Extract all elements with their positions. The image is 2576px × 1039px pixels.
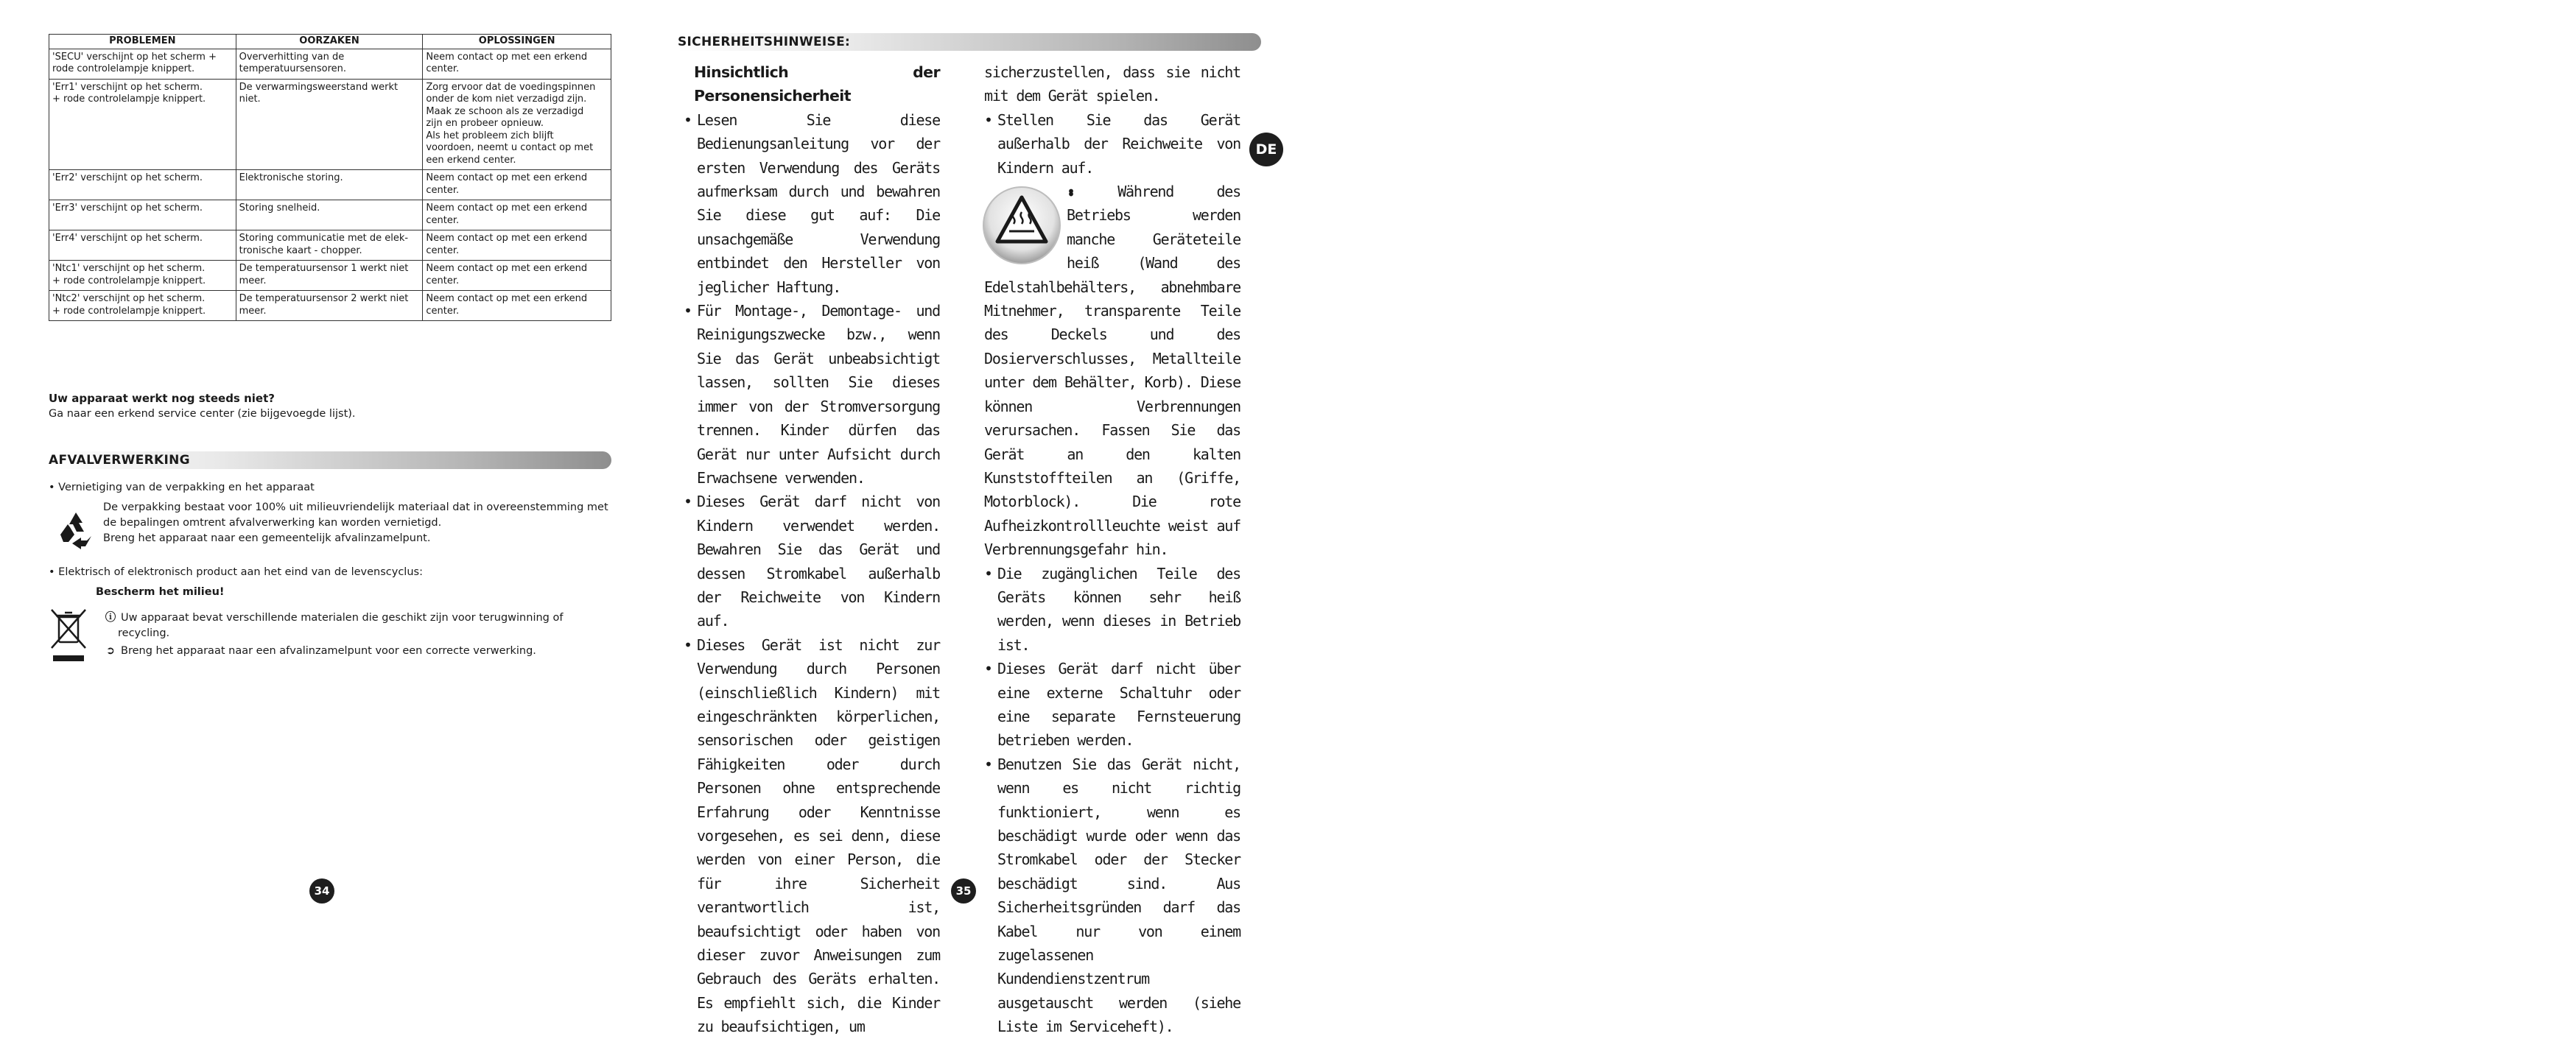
safety-item: • Benutzen Sie das Gerät nicht, wenn es nicht richtig funktioniert, wenn es beschädigt wurde oder wenn das Stromkabel oder der Stecker beschädigt sind. Aus Sicherheitsgründen darf das Kabel nur von einem zugelassenen Kundendienstzentrum ausgetauscht werden (siehe Liste im Serviceheft). <box>984 753 1240 1039</box>
problem-cell: 'Err3' verschijnt op het scherm. <box>49 200 236 230</box>
table-row <box>49 200 611 230</box>
cause-cell: De temperatuursensor 2 werkt niet meer. <box>236 291 423 321</box>
solution-cell: Neem contact op met een erkend center. <box>423 261 611 291</box>
safety-item: • Lesen Sie diese Bedienungsanleitung vor der ersten Verwendung des Geräts aufmerksam durch und bewahren Sie diese gut auf: Die unsachgemäße Verwendung entbindet den Hersteller von jeglicher Haftung. <box>684 108 940 299</box>
safety-item-continuation: sicherzustellen, dass sie nicht mit dem Gerät spielen. <box>984 63 1240 105</box>
safety-heading: SICHERHEITSHINWEISE: <box>678 35 851 49</box>
solution-cell: Neem contact op met een erkend center. <box>423 230 611 261</box>
safety-item: • Dieses Gerät darf nicht über eine externe Schaltuhr oder eine separate Fernsteuerung betrieben werden. <box>984 657 1240 753</box>
table-header-row <box>49 35 611 49</box>
solution-cell: Neem contact op met een erkend center. <box>423 291 611 321</box>
cause-cell: Elektronische storing. <box>236 170 423 200</box>
recycle-line-3 <box>105 644 620 659</box>
hot-surface-warning-icon <box>981 183 1062 270</box>
table-row <box>49 49 611 79</box>
recycle-icon <box>55 508 97 551</box>
recycle-text-1: Uw apparaat bevat verschillende materialen die geschikt zijn voor terugwinning of <box>121 612 564 624</box>
problem-cell: 'Ntc2' verschijnt op het scherm. + rode controlelampje knippert. <box>49 291 236 321</box>
safety-item: • Dieses Gerät darf nicht von Kindern verwendet werden. Bewahren Sie das Gerät und dessen Stromkabel außerhalb der Reichweite von Kindern auf. <box>684 490 940 633</box>
column-header-problems: PROBLEMEN <box>49 35 236 49</box>
recycle-text-3: Breng het apparaat naar een afvalinzamelpunt voor een correcte verwerking. <box>121 645 536 657</box>
solution-cell: Neem contact op met een erkend center. <box>423 49 611 79</box>
solution-cell: Zorg ervoor dat de voedingspinnen onder de kom niet verzadigd zijn. Maak ze schoon als ze verzadigd zijn en probeer opnieuw. Als het probleem zich blijft voordoen, neemt u contact op met een erkend center. <box>423 79 611 170</box>
safety-subheading: Hinsichtlich der Personensicherheit <box>694 63 940 105</box>
safety-column-1 <box>684 60 940 1039</box>
table-row <box>49 291 611 321</box>
page-number-left: 34 <box>309 878 334 904</box>
column-header-causes: OORZAKEN <box>236 35 423 49</box>
info-icon: ⓘ <box>105 612 116 624</box>
problem-cell: 'Ntc1' verschijnt op het scherm. + rode controlelampje knippert. <box>49 261 236 291</box>
disposal-section-bar <box>49 451 611 469</box>
electric-bullet: • Elektrisch of elektronisch product aan het eind van de levenscyclus: <box>49 566 423 578</box>
recycle-line-2: recycling. <box>118 627 170 639</box>
safety-section-bar <box>678 33 1261 51</box>
safety-item: • Dieses Gerät ist nicht zur Verwendung durch Personen (einschließlich Kindern) mit eingeschränkten körperlichen, sensorischen oder geistigen Fähigkeiten oder durch Personen ohne entsprechende Erfahrung oder Kenntnisse vorgesehen, es sei denn, diese werden von einer Person, die für ihre Sicherheit verantwortlich ist, beaufsichtigt oder haben von dieser zuvor Anweisungen zum Gebrauch des Geräts erhalten. Es empfiehlt sich, die Kinder zu beaufsichtigen, um <box>684 633 940 1039</box>
hot-surface-body: Während des Betriebs werden manche Geräteteile heiß (Wand des Edelstahlbehälters, abnehmbare Mitnehmer, transparente Teile des Deckels und des Dosierverschlusses, Metallteile unter dem Behälter, Korb). Diese können Verbrennungen verursachen. Fassen Sie das Gerät an den kalten Kunststoffteilen an (Griffe, Motorblock). Die rote Aufheizkontrollleuchte weist auf Verbrennungsgefahr hin. <box>984 183 1240 559</box>
still-broken-text: Ga naar een erkend service center (zie bijgevoegde lijst). <box>49 408 356 420</box>
bullet-dot: • <box>1067 183 1118 201</box>
safety-column-2 <box>984 60 1240 1039</box>
column-header-solutions: OPLOSSINGEN <box>423 35 611 49</box>
problem-cell: 'Err2' verschijnt op het scherm. <box>49 170 236 200</box>
page-number-right: 35 <box>951 878 976 904</box>
hot-surface-item <box>984 180 1240 562</box>
disposal-heading: AFVALVERWERKING <box>49 453 190 468</box>
language-badge: DE <box>1249 133 1283 166</box>
protect-environment: Bescherm het milieu! <box>96 586 225 598</box>
packaging-bullet: • Vernietiging van de verpakking en het apparaat <box>49 482 315 493</box>
table-row <box>49 261 611 291</box>
problem-cell: 'SECU' verschijnt op het scherm + rode controlelampje knippert. <box>49 49 236 79</box>
problem-cell: 'Err4' verschijnt op het scherm. <box>49 230 236 261</box>
crossed-bin-icon <box>49 607 88 664</box>
solution-cell: Neem contact op met een erkend center. <box>423 170 611 200</box>
cause-cell: De temperatuursensor 1 werkt niet meer. <box>236 261 423 291</box>
safety-item: • Die zugänglichen Teile des Geräts können sehr heiß werden, wenn dieses in Betrieb ist. <box>984 562 1240 658</box>
table-row <box>49 170 611 200</box>
page-34 <box>0 0 648 914</box>
recycle-line-1 <box>105 610 620 626</box>
safety-item: • Stellen Sie das Gerät außerhalb der Reichweite von Kindern auf. <box>984 108 1240 180</box>
problem-cell: 'Err1' verschijnt op het scherm. + rode controlelampje knippert. <box>49 79 236 170</box>
cause-cell: Storing snelheid. <box>236 200 423 230</box>
table-row <box>49 230 611 261</box>
arrow-icon: ➲ <box>105 645 116 657</box>
troubleshooting-table <box>49 34 611 321</box>
safety-item: • Für Montage-, Demontage- und Reinigungszwecke bzw., wenn Sie das Gerät unbeabsichtigt lassen, sollten Sie dieses immer von der Stromversorgung trennen. Kinder dürfen das Gerät nur unter Aufsicht durch Erwachsene verwenden. <box>684 299 940 490</box>
packaging-text: De verpakking bestaat voor 100% uit milieuvriendelijk materiaal dat in overeenstemming met de bepalingen omtrent afvalverwerking kan worden vernietigd. Breng het apparaat naar een gemeentelijk afvalinzamelpunt. <box>103 501 608 544</box>
cause-cell: Oververhitting van de temperatuursensoren. <box>236 49 423 79</box>
still-broken-title: Uw apparaat werkt nog steeds niet? <box>49 392 275 405</box>
table-row <box>49 79 611 170</box>
cause-cell: Storing communicatie met de elek- tronische kaart - chopper. <box>236 230 423 261</box>
solution-cell: Neem contact op met een erkend center. <box>423 200 611 230</box>
page-35 <box>648 0 1311 1036</box>
cause-cell: De verwarmingsweerstand werkt niet. <box>236 79 423 170</box>
